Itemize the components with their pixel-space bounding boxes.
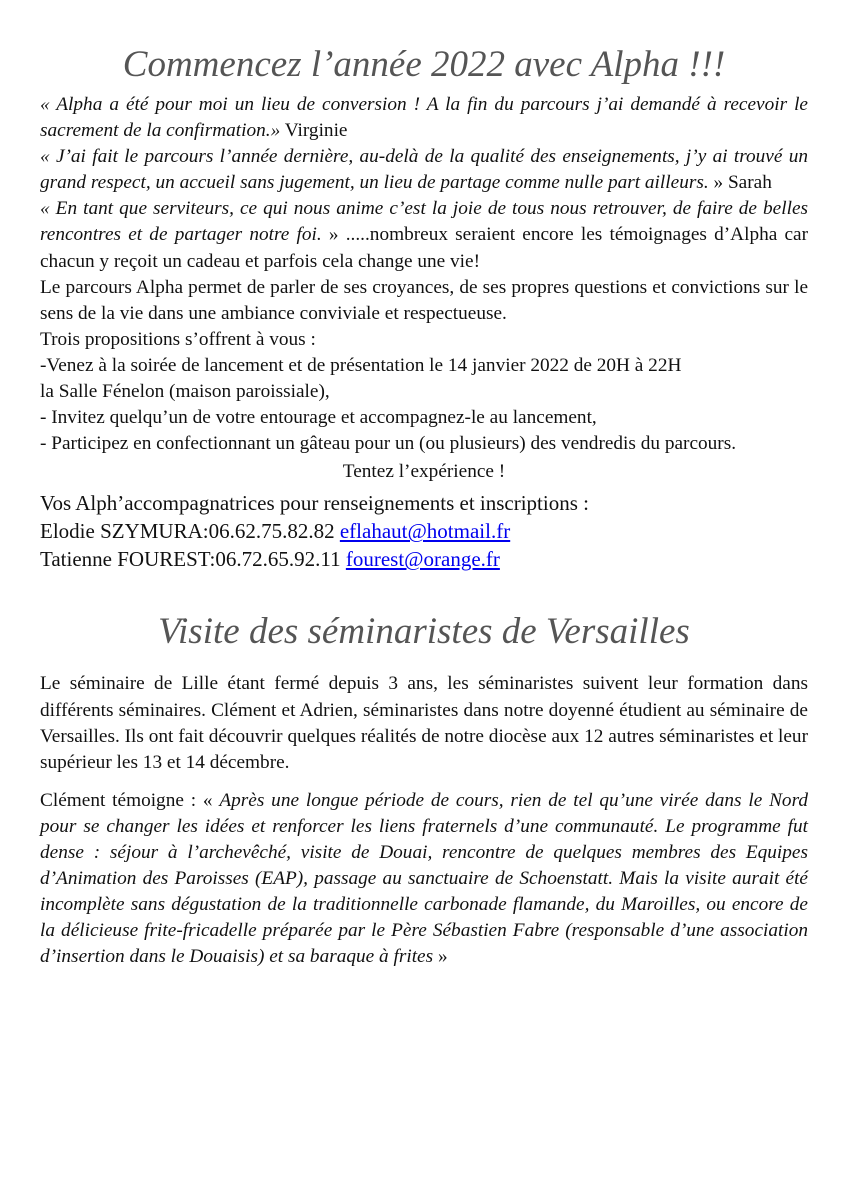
clement-testimony bbox=[40, 788, 808, 971]
testimony-servants-quote: « En tant que serviteurs, ce qui nous anime c’est la joie de tous nous retrouver, de faire de belles rencontres et de partager notre foi. bbox=[40, 198, 808, 246]
clement-testimony-end: » bbox=[433, 946, 448, 968]
contacts-intro: Vos Alph’accompagnatrices pour renseignements et inscriptions : bbox=[40, 491, 589, 516]
contact-elodie-name: Elodie SZYMURA:06.62.75.82.82 bbox=[40, 519, 340, 544]
proposition-2: - Invitez quelqu’un de votre entourage et accompagnez-le au lancement, bbox=[40, 407, 597, 429]
testimony-virginie-quote: « Alpha a été pour moi un lieu de conversion ! A la fin du parcours j’ai demandé à recevoir le sacrement de la confirmation.» bbox=[40, 94, 808, 142]
seminarians-paragraph: Le séminaire de Lille étant fermé depuis 3 ans, les séminaristes suivent leur formation dans différents séminaires. Clément et Adrien, séminaristes dans notre doyenné étudient au séminaire de Versailles. Ils ont fait découvrir quelques réalités de notre diocèse aux 12 autres séminaristes et leur supérieur les 13 et 14 décembre. bbox=[40, 673, 808, 773]
call-to-action: Tentez l’expérience ! bbox=[342, 461, 506, 483]
testimony-servants bbox=[40, 196, 808, 274]
propositions-intro: Trois propositions s’offrent à vous : bbox=[40, 328, 316, 350]
page bbox=[40, 40, 808, 970]
proposition-1-line2: la Salle Fénelon (maison paroissiale), bbox=[40, 381, 330, 403]
testimony-sarah bbox=[40, 144, 808, 196]
contact-tatienne-name: Tatienne FOUREST:06.72.65.92.11 bbox=[40, 547, 346, 572]
contact-tatienne-email-link[interactable]: fourest@orange.fr bbox=[345, 547, 500, 572]
proposition-3: - Participez en confectionnant un gâteau pour un (ou plusieurs) des vendredis du parcours. bbox=[40, 433, 737, 455]
alpha-intro: Le parcours Alpha permet de parler de ses croyances, de ses propres questions et convictions sur le sens de la vie dans une ambiance conviviale et respectueuse. bbox=[40, 276, 808, 324]
testimony-virginie-author: Virginie bbox=[280, 120, 348, 142]
clement-testimony-quote: Après une longue période de cours, rien de tel qu’une virée dans le Nord pour se changer les idées et renforcer les liens fraternels d’une communauté. Le programme fut dense : séjour à l’archevêché, visite de Douai, rencontre de quelques membres des Equipes d’Animation des Paroisses (EAP), passage au sanctuaire de Schoenstatt. Mais la visite aurait été incomplète sans dégustation de la traditionnelle carbonade flamande, du Maroilles, ou encore de la délicieuse frite-fricadelle préparée par le Père Sébastien Fabre (responsable d’une association d’insertion dans le Douaisis) et sa baraque à frites bbox=[40, 789, 809, 968]
testimony-sarah-author: » Sarah bbox=[708, 172, 772, 194]
testimony-virginie bbox=[40, 92, 808, 144]
contact-elodie-email-link[interactable]: eflahaut@hotmail.fr bbox=[339, 519, 511, 544]
alpha-title: Commencez l’année 2022 avec Alpha !!! bbox=[122, 44, 726, 85]
contact-tatienne bbox=[40, 545, 808, 573]
seminarians-title: Visite des séminaristes de Versailles bbox=[158, 611, 690, 653]
testimony-sarah-quote: « J’ai fait le parcours l’année dernière, au-delà de la qualité des enseignements, j’y ai trouvé un grand respect, un accueil sans jugement, un lieu de partage comme nulle part ailleurs. bbox=[40, 146, 808, 194]
proposition-1-line1: -Venez à la soirée de lancement et de présentation le 14 janvier 2022 de 20H à 22H bbox=[40, 354, 682, 376]
testimony-servants-rest: » .....nombreux seraient encore les témoignages d’Alpha car chacun y reçoit un cadeau et parfois cela change une vie! bbox=[40, 224, 808, 272]
contact-elodie bbox=[40, 517, 808, 545]
proposition-1 bbox=[40, 353, 808, 405]
clement-testimony-lead: Clément témoigne : « bbox=[40, 789, 220, 811]
